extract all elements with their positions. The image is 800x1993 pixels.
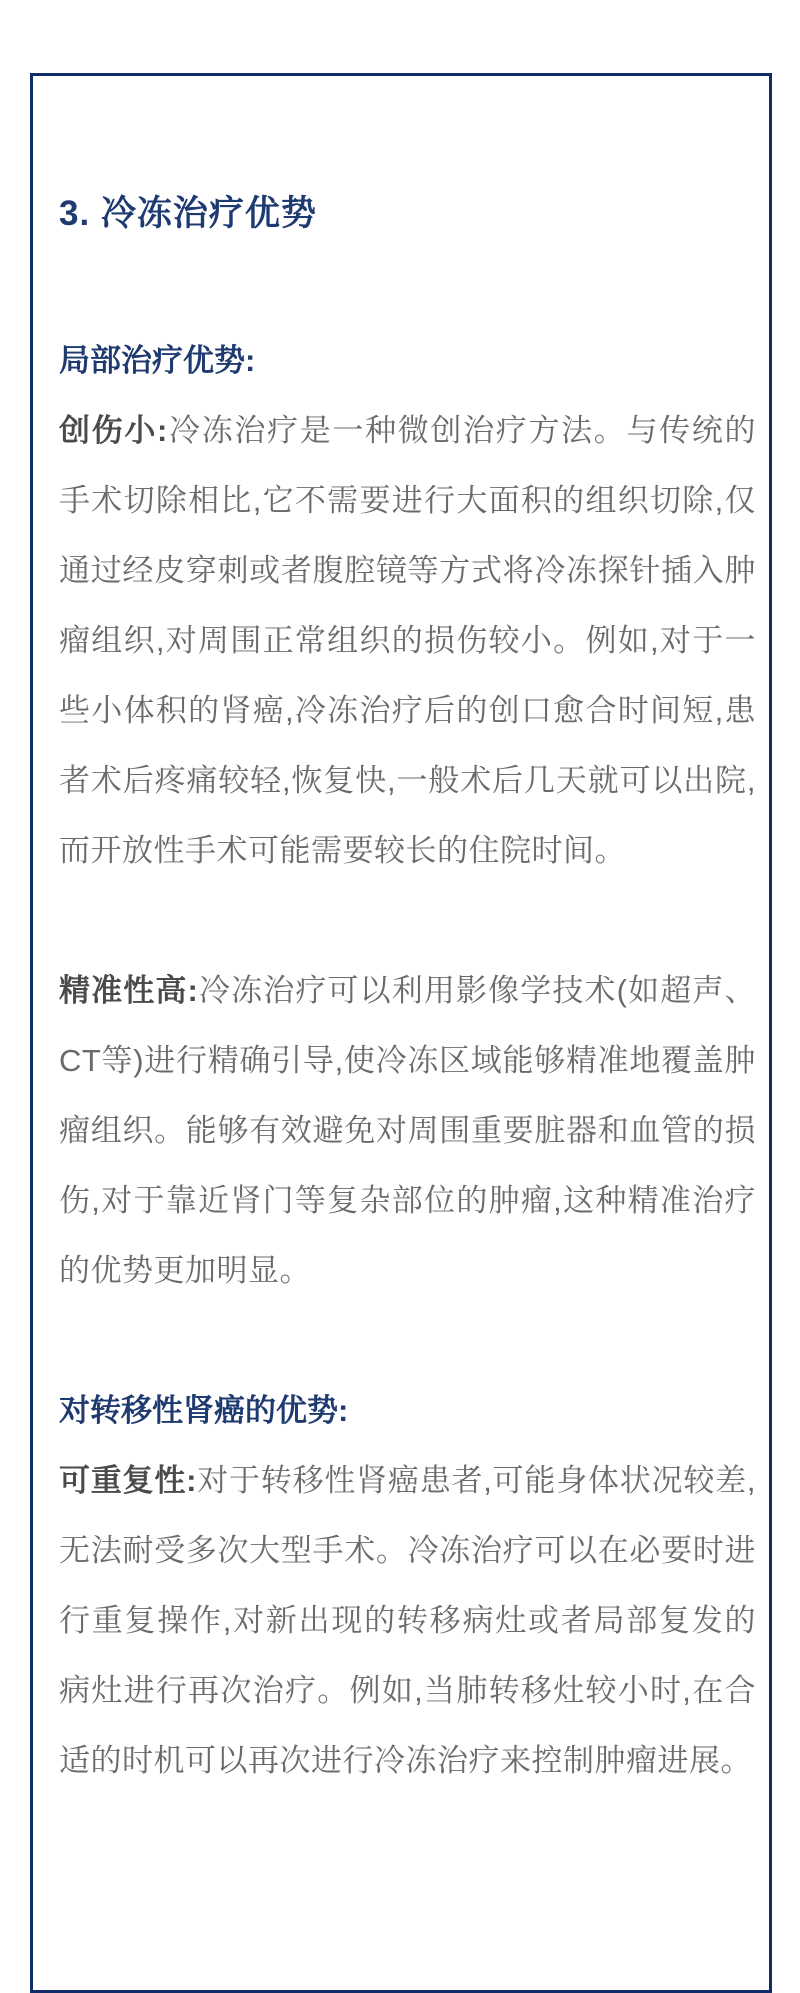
paragraph-text: 冷冻治疗是一种微创治疗方法。与传统的手术切除相比,它不需要进行大面积的组织切除,仅通过经皮穿刺或者腹腔镜等方式将冷冻探针插入肿瘤组织,对周围正常组织的损伤较小。例如,对于一些小体积的肾癌,冷冻治疗后的创口愈合时间短,患者术后疼痛较轻,恢复快,一般术后几天就可以出院,而开放性手术可能需要较长的住院时间。 <box>59 413 757 868</box>
section-metastatic-kidney-cancer-advantages <box>59 1376 756 1796</box>
section-heading: 局部治疗优势: <box>59 343 256 378</box>
paragraph-lead: 创伤小: <box>59 413 168 448</box>
paragraph-text: 对于转移性肾癌患者,可能身体状况较差,无法耐受多次大型手术。冷冻治疗可以在必要时进行重复操作,对新出现的转移病灶或者局部复发的病灶进行再次治疗。例如,当肺转移灶较小时,在合适的时机可以再次进行冷冻治疗来控制肿瘤进展。 <box>59 1463 756 1778</box>
page-title: 3. 冷冻治疗优势 <box>59 194 317 233</box>
paragraph-repeatability <box>59 1446 756 1796</box>
paragraph-high-precision <box>59 956 756 1306</box>
article-border-frame <box>30 73 772 1993</box>
paragraph-lead: 精准性高: <box>59 973 199 1008</box>
paragraph-minimal-invasiveness <box>59 396 756 886</box>
paragraph-text: 冷冻治疗可以利用影像学技术(如超声、CT等)进行精确引导,使冷冻区域能够精准地覆盖肿瘤组织。能够有效避免对周围重要脏器和血管的损伤,对于靠近肾门等复杂部位的肿瘤,这种精准治疗的优势更加明显。 <box>59 973 756 1288</box>
section-heading: 对转移性肾癌的优势: <box>59 1393 349 1428</box>
section-local-treatment-advantages <box>59 326 756 1306</box>
article-content <box>33 76 769 1796</box>
paragraph-lead: 可重复性: <box>59 1463 197 1498</box>
